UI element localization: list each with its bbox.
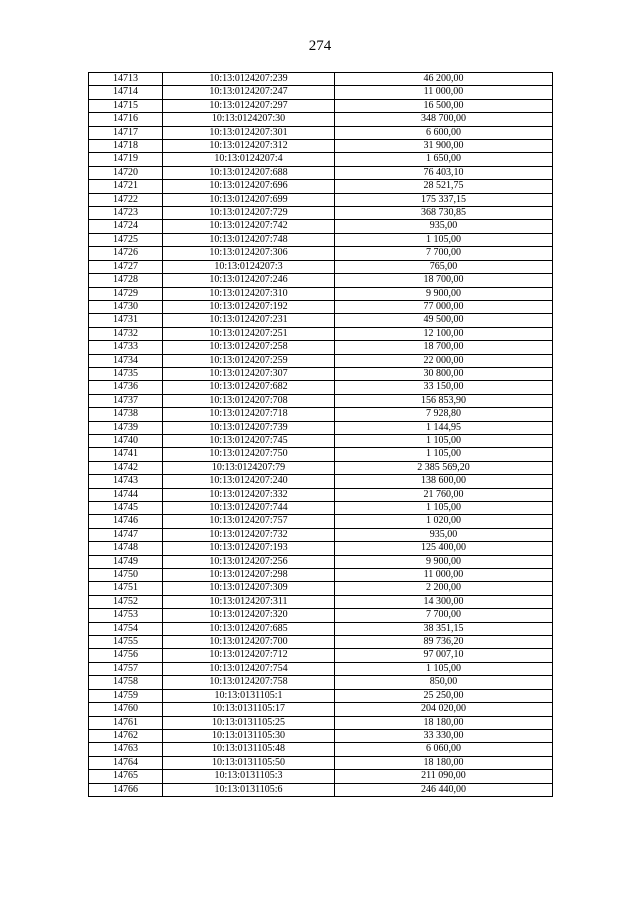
cadastral-number-cell: 10:13:0131105:17: [163, 703, 335, 716]
value-cell: 1 105,00: [335, 662, 553, 675]
table-row: [89, 676, 553, 689]
row-number-cell: 14750: [89, 569, 163, 582]
value-cell: 2 200,00: [335, 582, 553, 595]
cadastral-number-cell: 10:13:0124207:251: [163, 327, 335, 340]
row-number-cell: 14754: [89, 622, 163, 635]
row-number-cell: 14721: [89, 180, 163, 193]
table-row: [89, 542, 553, 555]
row-number-cell: 14764: [89, 756, 163, 769]
table-row: [89, 743, 553, 756]
cadastral-number-cell: 10:13:0124207:306: [163, 247, 335, 260]
row-number-cell: 14727: [89, 260, 163, 273]
cadastral-number-cell: 10:13:0131105:50: [163, 756, 335, 769]
cadastral-number-cell: 10:13:0131105:6: [163, 783, 335, 796]
cadastral-number-cell: 10:13:0131105:1: [163, 689, 335, 702]
table-row: [89, 649, 553, 662]
value-cell: 31 900,00: [335, 140, 553, 153]
row-number-cell: 14731: [89, 314, 163, 327]
table-row: [89, 528, 553, 541]
cadastral-number-cell: 10:13:0124207:682: [163, 381, 335, 394]
value-cell: 76 403,10: [335, 166, 553, 179]
table-row: [89, 448, 553, 461]
row-number-cell: 14722: [89, 193, 163, 206]
row-number-cell: 14755: [89, 636, 163, 649]
row-number-cell: 14739: [89, 421, 163, 434]
row-number-cell: 14749: [89, 555, 163, 568]
table-row: [89, 327, 553, 340]
value-cell: 1 105,00: [335, 448, 553, 461]
value-cell: 14 300,00: [335, 595, 553, 608]
value-cell: 1 020,00: [335, 515, 553, 528]
cadastral-number-cell: 10:13:0124207:240: [163, 475, 335, 488]
cadastral-number-cell: 10:13:0124207:193: [163, 542, 335, 555]
table-row: [89, 783, 553, 796]
row-number-cell: 14738: [89, 408, 163, 421]
cadastral-number-cell: 10:13:0131105:48: [163, 743, 335, 756]
row-number-cell: 14729: [89, 287, 163, 300]
row-number-cell: 14743: [89, 475, 163, 488]
table-row: [89, 354, 553, 367]
value-cell: 935,00: [335, 528, 553, 541]
table-row: [89, 609, 553, 622]
value-cell: 7 700,00: [335, 609, 553, 622]
value-cell: 125 400,00: [335, 542, 553, 555]
row-number-cell: 14737: [89, 394, 163, 407]
cadastral-number-cell: 10:13:0131105:3: [163, 770, 335, 783]
table-row: [89, 367, 553, 380]
page-number: 274: [308, 38, 332, 54]
table-row: [89, 166, 553, 179]
table-row: [89, 394, 553, 407]
value-cell: 1 105,00: [335, 502, 553, 515]
row-number-cell: 14734: [89, 354, 163, 367]
value-cell: 156 853,90: [335, 394, 553, 407]
row-number-cell: 14719: [89, 153, 163, 166]
row-number-cell: 14760: [89, 703, 163, 716]
row-number-cell: 14713: [89, 73, 163, 86]
value-cell: 77 000,00: [335, 300, 553, 313]
cadastral-number-cell: 10:13:0124207:732: [163, 528, 335, 541]
row-number-cell: 14758: [89, 676, 163, 689]
table-row: [89, 569, 553, 582]
cadastral-number-cell: 10:13:0124207:754: [163, 662, 335, 675]
row-number-cell: 14720: [89, 166, 163, 179]
cadastral-number-cell: 10:13:0124207:259: [163, 354, 335, 367]
value-cell: 765,00: [335, 260, 553, 273]
row-number-cell: 14732: [89, 327, 163, 340]
row-number-cell: 14717: [89, 126, 163, 139]
table-row: [89, 636, 553, 649]
row-number-cell: 14762: [89, 729, 163, 742]
cadastral-number-cell: 10:13:0124207:310: [163, 287, 335, 300]
table-row: [89, 99, 553, 112]
table-row: [89, 287, 553, 300]
cadastral-number-cell: 10:13:0124207:309: [163, 582, 335, 595]
cadastral-number-cell: 10:13:0124207:4: [163, 153, 335, 166]
value-cell: 12 100,00: [335, 327, 553, 340]
value-cell: 1 105,00: [335, 233, 553, 246]
table-row: [89, 622, 553, 635]
cadastral-number-cell: 10:13:0124207:79: [163, 461, 335, 474]
value-cell: 33 150,00: [335, 381, 553, 394]
table-row: [89, 274, 553, 287]
cadastral-number-cell: 10:13:0124207:320: [163, 609, 335, 622]
value-cell: 368 730,85: [335, 207, 553, 220]
row-number-cell: 14747: [89, 528, 163, 541]
cadastral-number-cell: 10:13:0124207:247: [163, 86, 335, 99]
row-number-cell: 14718: [89, 140, 163, 153]
row-number-cell: 14742: [89, 461, 163, 474]
table-row: [89, 126, 553, 139]
cadastral-number-cell: 10:13:0124207:758: [163, 676, 335, 689]
value-cell: 935,00: [335, 220, 553, 233]
cadastral-number-cell: 10:13:0124207:332: [163, 488, 335, 501]
row-number-cell: 14730: [89, 300, 163, 313]
table-row: [89, 86, 553, 99]
table-row: [89, 220, 553, 233]
cadastral-number-cell: 10:13:0124207:744: [163, 502, 335, 515]
cadastral-number-cell: 10:13:0124207:297: [163, 99, 335, 112]
value-cell: 89 736,20: [335, 636, 553, 649]
cadastral-number-cell: 10:13:0124207:700: [163, 636, 335, 649]
row-number-cell: 14752: [89, 595, 163, 608]
value-cell: 7 700,00: [335, 247, 553, 260]
row-number-cell: 14753: [89, 609, 163, 622]
row-number-cell: 14716: [89, 113, 163, 126]
table-row: [89, 381, 553, 394]
table-row: [89, 689, 553, 702]
row-number-cell: 14757: [89, 662, 163, 675]
row-number-cell: 14748: [89, 542, 163, 555]
table-row: [89, 300, 553, 313]
table-row: [89, 233, 553, 246]
table-row: [89, 729, 553, 742]
row-number-cell: 14740: [89, 434, 163, 447]
row-number-cell: 14741: [89, 448, 163, 461]
row-number-cell: 14733: [89, 341, 163, 354]
value-cell: 246 440,00: [335, 783, 553, 796]
row-number-cell: 14735: [89, 367, 163, 380]
table-row: [89, 434, 553, 447]
cadastral-number-cell: 10:13:0124207:729: [163, 207, 335, 220]
row-number-cell: 14744: [89, 488, 163, 501]
value-cell: 175 337,15: [335, 193, 553, 206]
table-row: [89, 421, 553, 434]
cadastral-number-cell: 10:13:0124207:239: [163, 73, 335, 86]
table-row: [89, 153, 553, 166]
row-number-cell: 14745: [89, 502, 163, 515]
value-cell: 46 200,00: [335, 73, 553, 86]
cadastral-number-cell: 10:13:0124207:298: [163, 569, 335, 582]
value-cell: 9 900,00: [335, 287, 553, 300]
value-cell: 7 928,80: [335, 408, 553, 421]
value-cell: 2 385 569,20: [335, 461, 553, 474]
table-row: [89, 314, 553, 327]
table-row: [89, 247, 553, 260]
table-row: [89, 756, 553, 769]
table-row: [89, 113, 553, 126]
value-cell: 33 330,00: [335, 729, 553, 742]
value-cell: 6 060,00: [335, 743, 553, 756]
table-row: [89, 180, 553, 193]
cadastral-number-cell: 10:13:0124207:685: [163, 622, 335, 635]
value-cell: 97 007,10: [335, 649, 553, 662]
row-number-cell: 14723: [89, 207, 163, 220]
row-number-cell: 14751: [89, 582, 163, 595]
cadastral-number-cell: 10:13:0124207:745: [163, 434, 335, 447]
cadastral-number-cell: 10:13:0124207:30: [163, 113, 335, 126]
table-body: [89, 73, 553, 797]
value-cell: 204 020,00: [335, 703, 553, 716]
table-row: [89, 461, 553, 474]
value-cell: 138 600,00: [335, 475, 553, 488]
value-cell: 850,00: [335, 676, 553, 689]
table-row: [89, 582, 553, 595]
row-number-cell: 14726: [89, 247, 163, 260]
value-cell: 1 144,95: [335, 421, 553, 434]
row-number-cell: 14725: [89, 233, 163, 246]
value-cell: 9 900,00: [335, 555, 553, 568]
cadastral-number-cell: 10:13:0124207:757: [163, 515, 335, 528]
table-row: [89, 475, 553, 488]
cadastral-number-cell: 10:13:0124207:246: [163, 274, 335, 287]
row-number-cell: 14763: [89, 743, 163, 756]
cadastral-number-cell: 10:13:0131105:30: [163, 729, 335, 742]
cadastral-number-cell: 10:13:0124207:256: [163, 555, 335, 568]
value-cell: 30 800,00: [335, 367, 553, 380]
cadastral-value-table: [88, 72, 553, 797]
value-cell: 18 180,00: [335, 756, 553, 769]
cadastral-number-cell: 10:13:0124207:311: [163, 595, 335, 608]
value-cell: 11 000,00: [335, 86, 553, 99]
cadastral-number-cell: 10:13:0124207:3: [163, 260, 335, 273]
table-row: [89, 207, 553, 220]
cadastral-number-cell: 10:13:0124207:712: [163, 649, 335, 662]
cadastral-number-cell: 10:13:0124207:192: [163, 300, 335, 313]
row-number-cell: 14728: [89, 274, 163, 287]
value-cell: 18 700,00: [335, 274, 553, 287]
value-cell: 348 700,00: [335, 113, 553, 126]
value-cell: 6 600,00: [335, 126, 553, 139]
table-row: [89, 73, 553, 86]
cadastral-number-cell: 10:13:0124207:739: [163, 421, 335, 434]
value-cell: 1 105,00: [335, 434, 553, 447]
cadastral-number-cell: 10:13:0124207:312: [163, 140, 335, 153]
cadastral-number-cell: 10:13:0124207:688: [163, 166, 335, 179]
table-row: [89, 662, 553, 675]
table-row: [89, 341, 553, 354]
cadastral-number-cell: 10:13:0124207:307: [163, 367, 335, 380]
cadastral-number-cell: 10:13:0124207:258: [163, 341, 335, 354]
table-row: [89, 555, 553, 568]
cadastral-number-cell: 10:13:0124207:742: [163, 220, 335, 233]
value-cell: 18 180,00: [335, 716, 553, 729]
row-number-cell: 14765: [89, 770, 163, 783]
cadastral-number-cell: 10:13:0124207:699: [163, 193, 335, 206]
table-row: [89, 408, 553, 421]
row-number-cell: 14746: [89, 515, 163, 528]
table-row: [89, 595, 553, 608]
value-cell: 25 250,00: [335, 689, 553, 702]
table-row: [89, 770, 553, 783]
cadastral-number-cell: 10:13:0124207:748: [163, 233, 335, 246]
value-cell: 28 521,75: [335, 180, 553, 193]
cadastral-number-cell: 10:13:0124207:231: [163, 314, 335, 327]
value-cell: 21 760,00: [335, 488, 553, 501]
row-number-cell: 14761: [89, 716, 163, 729]
value-cell: 38 351,15: [335, 622, 553, 635]
row-number-cell: 14715: [89, 99, 163, 112]
row-number-cell: 14714: [89, 86, 163, 99]
value-cell: 22 000,00: [335, 354, 553, 367]
row-number-cell: 14756: [89, 649, 163, 662]
table-row: [89, 716, 553, 729]
table-row: [89, 502, 553, 515]
value-cell: 211 090,00: [335, 770, 553, 783]
row-number-cell: 14766: [89, 783, 163, 796]
value-cell: 11 000,00: [335, 569, 553, 582]
cadastral-number-cell: 10:13:0124207:718: [163, 408, 335, 421]
cadastral-number-cell: 10:13:0124207:696: [163, 180, 335, 193]
cadastral-number-cell: 10:13:0124207:750: [163, 448, 335, 461]
table-row: [89, 515, 553, 528]
row-number-cell: 14759: [89, 689, 163, 702]
cadastral-number-cell: 10:13:0124207:708: [163, 394, 335, 407]
table-row: [89, 488, 553, 501]
table-row: [89, 260, 553, 273]
cadastral-number-cell: 10:13:0131105:25: [163, 716, 335, 729]
value-cell: 16 500,00: [335, 99, 553, 112]
table-row: [89, 193, 553, 206]
table-row: [89, 140, 553, 153]
value-cell: 1 650,00: [335, 153, 553, 166]
table-row: [89, 703, 553, 716]
row-number-cell: 14724: [89, 220, 163, 233]
value-cell: 49 500,00: [335, 314, 553, 327]
row-number-cell: 14736: [89, 381, 163, 394]
cadastral-number-cell: 10:13:0124207:301: [163, 126, 335, 139]
value-cell: 18 700,00: [335, 341, 553, 354]
